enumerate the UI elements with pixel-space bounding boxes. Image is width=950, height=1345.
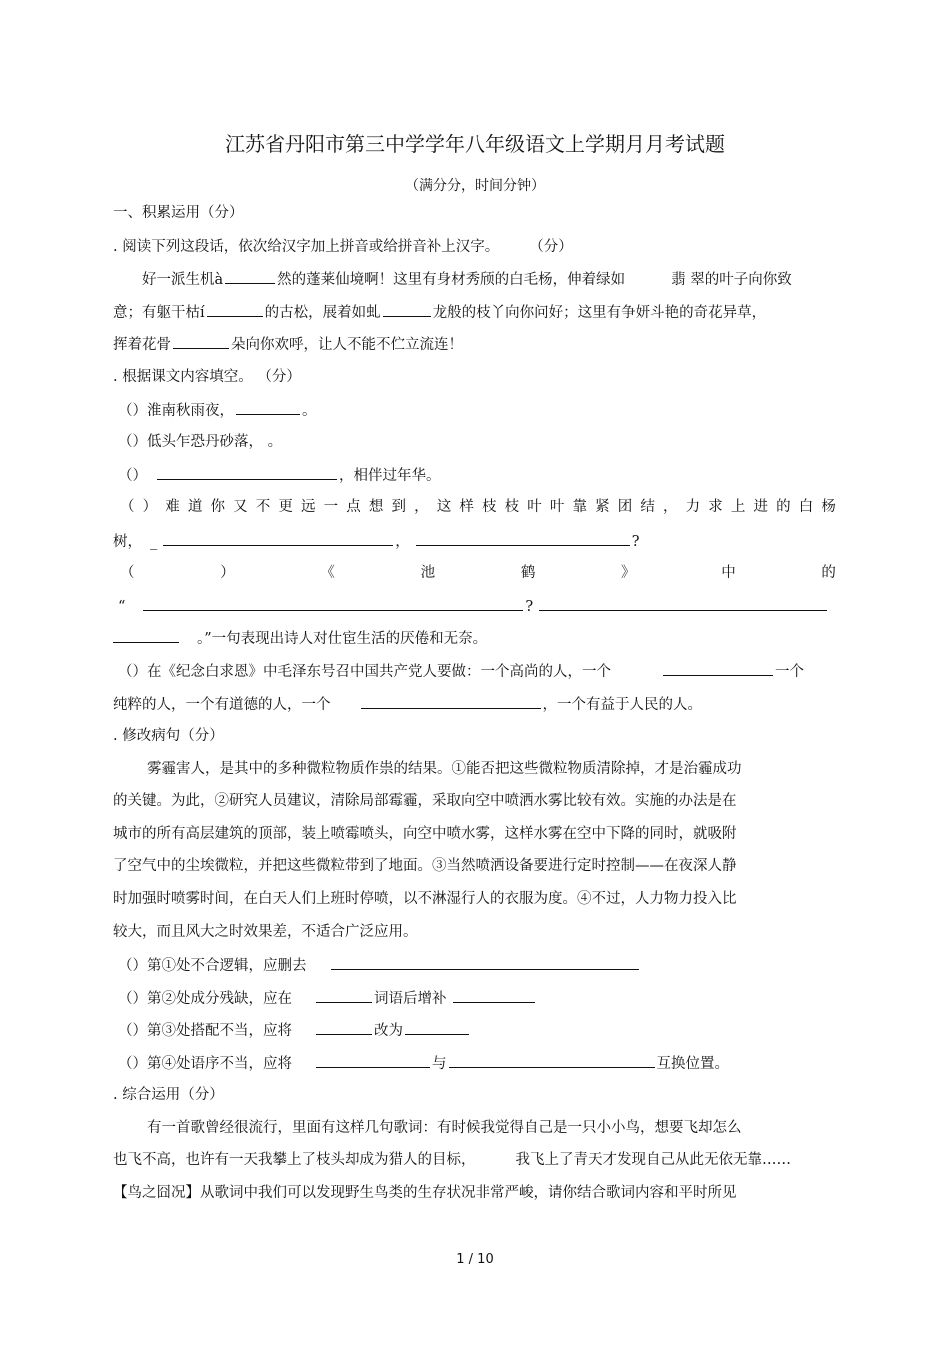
page-number: 1 / 10	[456, 1252, 494, 1267]
question-3-paragraph-line-1: 雾霾害人，是其中的多种微粒物质作祟的结果。①能否把这些微粒物质清除掉，才是治霾成功	[147, 761, 742, 777]
exam-subtitle: （满分分，时间分钟）	[405, 178, 545, 194]
question-3-item-2: （）第②处成分残缺，应在 词语后增补	[118, 988, 537, 1009]
question-2-item-1: （）淮南秋雨夜， 。	[118, 400, 317, 421]
question-1-line-3: 挥着花骨 朵向你欢呼，让人不能不伫立流连！	[113, 334, 463, 355]
question-4-line-2: 也飞不高，也许有一天我攀上了枝头却成为猎人的目标， 我飞上了青天才发现自己从此无依无靠……	[113, 1152, 791, 1168]
question-3-paragraph-line-2: 的关键。为此，②研究人员建议，清除局部霉霾，采取向空中喷洒水雾比较有效。实施的办法是在	[113, 793, 737, 809]
question-2-item-6-line-2: 纯粹的人，一个有道德的人，一个 ，一个有益于人民的人。	[113, 694, 702, 715]
question-3-item-1: （）第①处不合逻辑，应删去	[118, 955, 641, 976]
exam-title: 江苏省丹阳市第三中学学年八年级语文上学期月月考试题	[225, 132, 725, 156]
question-4-line-1: 有一首歌曾经很流行，里面有这样几句歌词：有时候我觉得自己是一只小小鸟，想要飞却怎么	[147, 1120, 742, 1136]
question-2-item-2: （）低头乍恐丹砂落， 。	[118, 434, 283, 450]
question-3-paragraph-line-3: 城市的所有高层建筑的顶部，装上喷霉喷头，向空中喷水雾，这样水雾在空中下降的同时，就吸附	[113, 826, 737, 842]
question-2-item-3: （） ，相伴过年华。	[118, 465, 441, 486]
question-1-line-2: 意；有躯干枯í 的古松，展着如虬 龙般的枝丫向你问好；这里有争妍斗艳的奇花异草，	[113, 302, 766, 323]
question-4-line-3: 【鸟之囧况】从歌词中我们可以发现野生鸟类的生存状况非常严峻，请你结合歌词内容和平时所见	[113, 1185, 737, 1201]
question-3-paragraph-line-4: 了空气中的尘埃微粒，并把这些微粒带到了地面。③当然喷洒设备要进行定时控制——在夜深人静	[113, 858, 737, 874]
question-2-item-5-line-1: （ ） 《 池 鹤 》 中 的	[120, 565, 836, 581]
question-3-item-3: （）第③处搭配不当，应将 改为	[118, 1020, 471, 1041]
question-1-line-1: 好一派生机à 然的蓬莱仙境啊！这里有身材秀颀的白毛杨，伸着绿如 翡 翠的叶子向你致	[142, 269, 792, 290]
section-1-heading: 一、积累运用（分）	[113, 205, 244, 221]
question-4-stem: . 综合运用（分）	[113, 1087, 224, 1103]
question-3-item-4: （）第④处语序不当，应将 与 互换位置。	[118, 1053, 729, 1074]
question-2-item-5-line-3: 。”一句表现出诗人对仕宦生活的厌倦和无奈。	[113, 628, 487, 649]
question-2-stem: . 根据课文内容填空。 （分）	[113, 369, 301, 385]
question-2-item-4-line-1: （ ） 难 道 你 又 不 更 远 一 点 想 到 ， 这 样 枝 枝 叶 叶 靠 紧 团 结 ， 力 求 上 进 的 白 杨	[120, 499, 836, 515]
question-1-stem: . 阅读下列这段话，依次给汉字加上拼音或给拼音补上汉字。 （分）	[113, 239, 573, 255]
question-2-item-6-line-1: （）在《纪念白求恩》中毛泽东号召中国共产党人要做：一个高尚的人，一个 一个	[118, 661, 804, 682]
question-2-item-5-line-2: “ ?	[118, 596, 829, 617]
question-3-stem: . 修改病句（分）	[113, 728, 224, 744]
question-3-paragraph-line-5: 时加强时喷雾时间，在白天人们上班时停喷，以不淋湿行人的衣服为度。④不过，人力物力投入比	[113, 891, 737, 907]
question-2-item-4-line-2: 树， _ ， ?	[113, 531, 640, 552]
question-3-paragraph-line-6: 较大，而且风大之时效果差，不适合广泛应用。	[113, 924, 418, 940]
